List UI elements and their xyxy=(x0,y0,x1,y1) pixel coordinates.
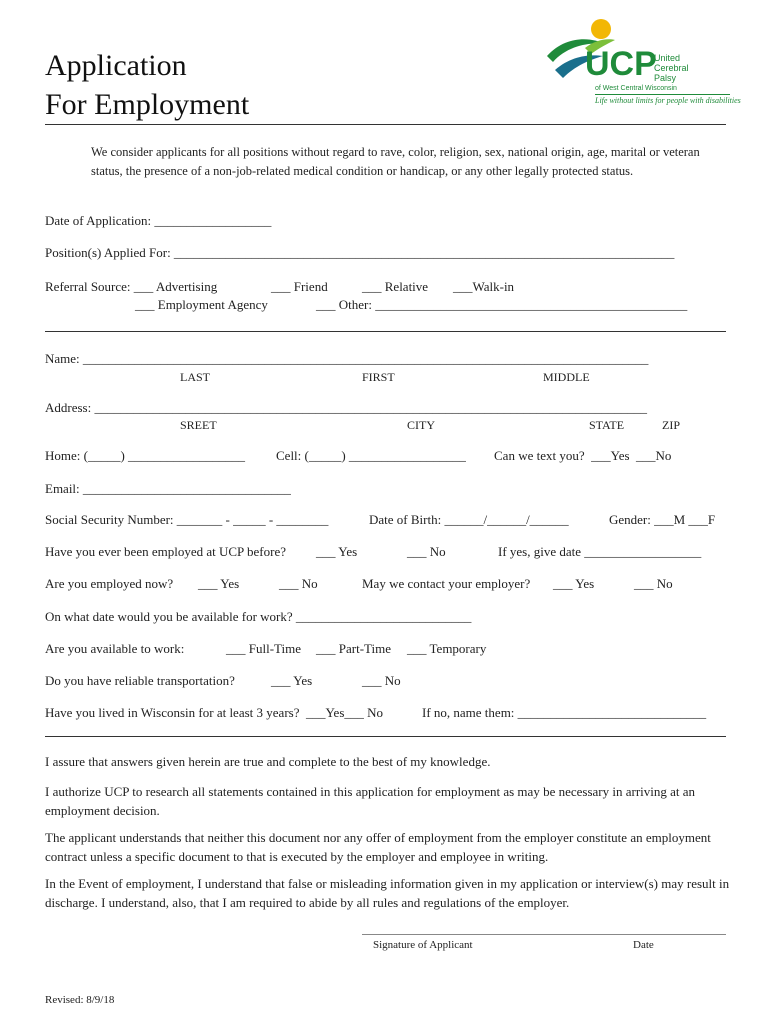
statement-assure: I assure that answers given herein are true and complete to the best of my knowledge. xyxy=(45,754,491,769)
prev-ucp-date-field[interactable]: If yes, give date __________________ xyxy=(498,544,702,559)
prev-ucp-question: Have you ever been employed at UCP before? xyxy=(45,544,287,559)
header-rule xyxy=(45,124,726,125)
referral-friend[interactable]: ___ Friend xyxy=(271,279,328,294)
address-state-label: STATE xyxy=(589,418,625,432)
statement-authorize: I authorize UCP to research all statements contained in this application for employment as may be necessary in arriving at an employment decision. xyxy=(45,784,696,818)
name-last-label: LAST xyxy=(180,370,210,384)
temporary-option[interactable]: ___ Temporary xyxy=(407,641,487,656)
address-zip-label: ZIP xyxy=(662,418,680,432)
logo-side-line2: Cerebral xyxy=(654,63,689,73)
transportation-question: Do you have reliable transportation? xyxy=(45,673,235,688)
address-street-label: SREET xyxy=(180,418,217,432)
part-time-option[interactable]: ___ Part-Time xyxy=(316,641,391,656)
name-first-label: FIRST xyxy=(362,370,395,384)
intro-paragraph: We consider applicants for all positions without regard to rave, color, religion, sex, national origin, age, marital or veteran status, the presence of a non-job-related medical condition or handicap, or any other legally protected status. xyxy=(91,145,700,178)
cell-phone-field[interactable]: Cell: (_____) __________________ xyxy=(276,448,466,463)
signature-line[interactable] xyxy=(362,934,726,935)
date-of-application-field[interactable]: Date of Application: __________________ xyxy=(45,213,272,228)
referral-advertising[interactable]: Referral Source: ___ Advertising xyxy=(45,279,218,294)
section-rule-1 xyxy=(45,331,726,332)
logo-side-line1: United xyxy=(654,53,681,63)
ucp-logo xyxy=(545,18,741,110)
page-title-line2: For Employment xyxy=(45,88,250,121)
contact-employer-question: May we contact your employer? xyxy=(362,576,531,591)
referral-walkin[interactable]: ___Walk-in xyxy=(453,279,515,294)
logo-rule xyxy=(595,94,730,95)
employed-now-yes[interactable]: ___ Yes xyxy=(198,576,240,591)
dob-field[interactable]: Date of Birth: ______/______/______ xyxy=(369,512,569,527)
available-date-field[interactable]: On what date would you be available for work? ___________________________ xyxy=(45,609,472,624)
prev-ucp-no[interactable]: ___ No xyxy=(407,544,446,559)
address-city-label: CITY xyxy=(407,418,435,432)
employed-now-question: Are you employed now? xyxy=(45,576,174,591)
signature-date-label: Date xyxy=(633,939,654,951)
referral-agency[interactable]: ___ Employment Agency xyxy=(135,297,268,312)
contact-employer-yes[interactable]: ___ Yes xyxy=(553,576,595,591)
ssn-field[interactable]: Social Security Number: _______ - _____ - ________ xyxy=(45,512,329,527)
wisconsin-names-field[interactable]: If no, name them: _____________________________ xyxy=(422,705,707,720)
transportation-no[interactable]: ___ No xyxy=(362,673,401,688)
gender-field[interactable]: Gender: ___M ___F xyxy=(609,512,716,527)
signature-label: Signature of Applicant xyxy=(373,939,473,951)
address-field[interactable]: Address: _____________________________________________________________________________________ xyxy=(45,400,647,415)
statement-event: In the Event of employment, I understand that false or misleading information given in my application or interview(s) may result in discharge. I understand, also, that I am required to abide by all rules and regulations of the employer. xyxy=(45,876,730,910)
contact-employer-no[interactable]: ___ No xyxy=(634,576,673,591)
home-phone-field[interactable]: Home: (_____) __________________ xyxy=(45,448,246,463)
logo-mark: UCP xyxy=(585,45,657,83)
available-to-work-question: Are you available to work: xyxy=(45,641,185,656)
referral-other[interactable]: ___ Other: ________________________________________________ xyxy=(316,297,688,312)
section-rule-2 xyxy=(45,736,726,737)
positions-applied-field[interactable]: Position(s) Applied For: _____________________________________________________________________________ xyxy=(45,245,675,260)
statement-understand: The applicant understands that neither this document nor any offer of employment from the employer constitute an employment contract unless a specific document to that is executed by the employer and employee in writing. xyxy=(45,830,711,864)
name-field[interactable]: Name: _______________________________________________________________________________________ xyxy=(45,351,649,366)
referral-relative[interactable]: ___ Relative xyxy=(362,279,429,294)
full-time-option[interactable]: ___ Full-Time xyxy=(226,641,302,656)
name-middle-label: MIDDLE xyxy=(543,370,590,384)
page-title-line1: Application xyxy=(45,49,187,82)
employed-now-no[interactable]: ___ No xyxy=(279,576,318,591)
transportation-yes[interactable]: ___ Yes xyxy=(271,673,313,688)
revised-date: Revised: 8/9/18 xyxy=(45,994,115,1006)
wisconsin-question[interactable]: Have you lived in Wisconsin for at least 3 years? ___Yes___ No xyxy=(45,705,384,720)
email-field[interactable]: Email: ________________________________ xyxy=(45,481,291,496)
logo-subtitle: of West Central Wisconsin xyxy=(595,85,677,92)
can-text-field[interactable]: Can we text you? ___Yes ___No xyxy=(494,448,672,463)
prev-ucp-yes[interactable]: ___ Yes xyxy=(316,544,358,559)
logo-tagline: Life without limits for people with disabilities xyxy=(595,96,741,105)
logo-side-line3: Palsy xyxy=(654,73,677,83)
